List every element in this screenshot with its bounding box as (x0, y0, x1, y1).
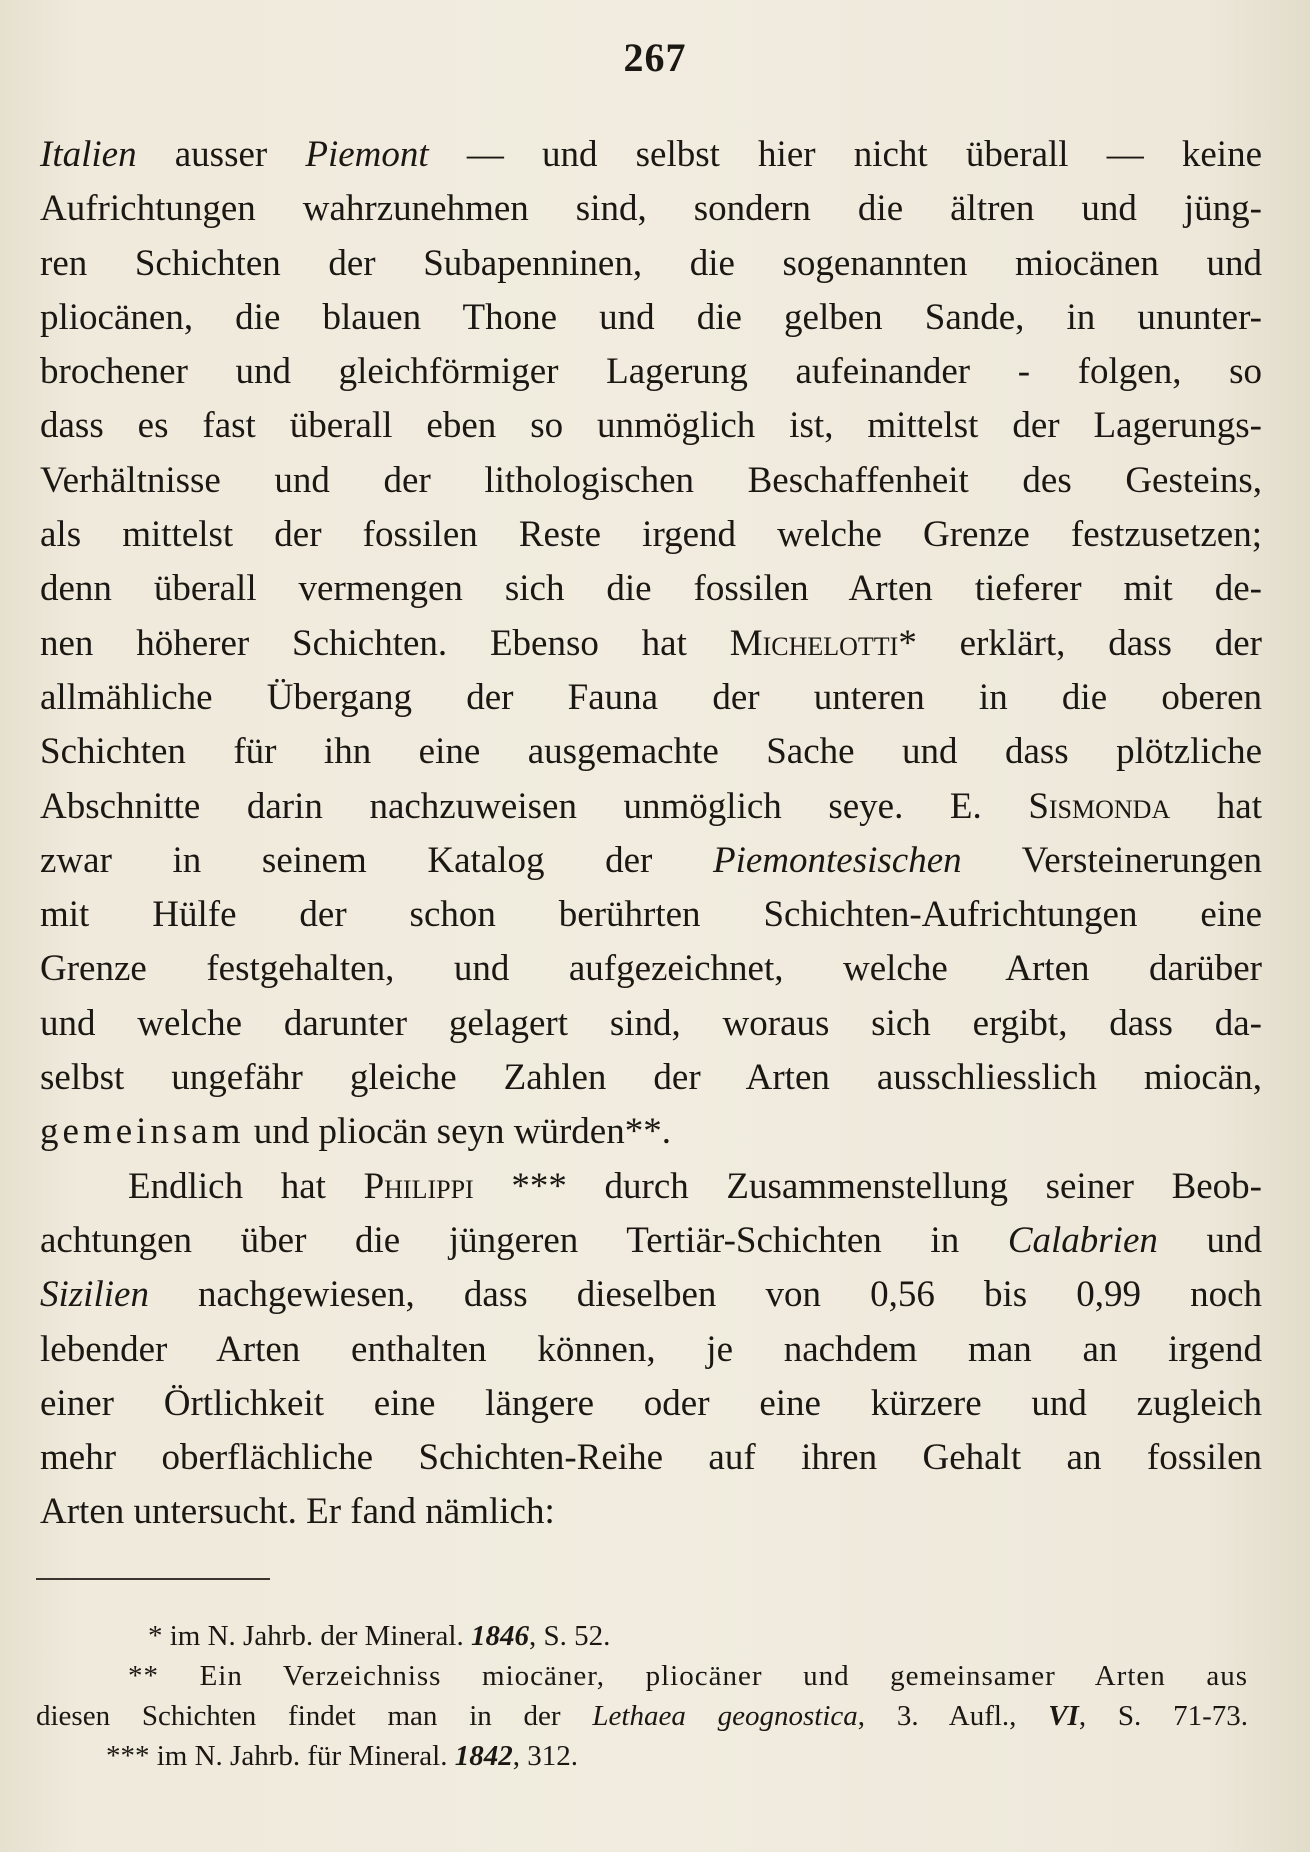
text-line (40, 1377, 1262, 1431)
text-segment: Aufrichtungen wahrzunehmen sind, sondern die ältren und jüng- (40, 188, 1262, 230)
text-line (40, 1105, 1262, 1159)
text-line (40, 237, 1262, 291)
text-segment: Piemontesischen (712, 839, 962, 881)
text-segment: Michelotti (729, 622, 899, 664)
text-segment: Versteinerungen (961, 839, 1262, 881)
text-segment: lebender Arten enthalten können, je nachdem man an irgend (40, 1328, 1262, 1370)
page-number: 267 (623, 35, 687, 80)
text-segment: ausser (136, 134, 306, 175)
text-segment: und (1157, 1219, 1262, 1261)
body-text (40, 128, 1262, 1540)
text-segment: Endlich hat (128, 1165, 364, 1207)
text-line (40, 182, 1262, 236)
footnote-line (36, 1616, 1248, 1656)
text-segment: *** durch Zusammenstellung seiner Beob- (473, 1165, 1262, 1207)
text-segment: nachgewiesen, dass dieselben von 0,56 bis 0,99 noch (148, 1274, 1262, 1316)
text-line (40, 617, 1262, 671)
text-line (40, 997, 1262, 1051)
text-segment: , 3. Aufl., (857, 1700, 1049, 1732)
text-segment: Sizilien (40, 1274, 149, 1316)
footnote-line (36, 1656, 1248, 1696)
footnotes (36, 1616, 1248, 1776)
text-segment: — und selbst hier nicht überall — keine (428, 134, 1262, 175)
text-segment: * erklärt, dass der (898, 622, 1262, 664)
text-line (40, 1214, 1262, 1268)
text-line (40, 454, 1262, 508)
text-line (40, 834, 1262, 888)
text-segment: gemeinsam (40, 1111, 245, 1153)
text-segment: ** Ein Verzeichniss miocäner, pliocäner und gemeinsamer Arten aus (128, 1660, 1248, 1692)
text-line (40, 1485, 1262, 1539)
text-line (40, 508, 1262, 562)
text-line (40, 942, 1262, 996)
text-segment: selbst ungefähr gleiche Zahlen der Arten ausschliesslich miocän, (40, 1057, 1262, 1099)
text-segment: Philippi (363, 1165, 474, 1207)
text-line (40, 780, 1262, 834)
text-segment: Sismonda (1028, 785, 1171, 827)
footnote-divider (36, 1578, 270, 1580)
text-line (40, 291, 1262, 345)
text-line (40, 1051, 1262, 1105)
text-line (40, 345, 1262, 399)
text-segment: achtungen über die jüngeren Tertiär-Schichten in (40, 1219, 1008, 1261)
text-segment: Abschnitte darin nachzuweisen unmöglich seye. E. (40, 785, 1029, 827)
text-segment: , S. 71-73. (1078, 1700, 1248, 1732)
text-line (40, 1160, 1262, 1214)
text-segment: 1842 (454, 1740, 513, 1772)
text-segment: Schichten für ihn eine ausgemachte Sache und dass plötzliche (40, 731, 1262, 773)
text-segment: ren Schichten der Subapenninen, die sogenannten miocänen und (40, 242, 1262, 284)
text-segment: , 312. (512, 1740, 578, 1772)
text-line (40, 399, 1262, 453)
text-line (40, 562, 1262, 616)
text-segment: dass es fast überall eben so unmöglich ist, mittelst der Lagerungs- (40, 405, 1262, 447)
text-segment: mit Hülfe der schon berührten Schichten-Aufrichtungen eine (40, 894, 1262, 936)
text-segment: zwar in seinem Katalog der (40, 839, 713, 881)
text-line (40, 1268, 1262, 1322)
text-segment: Verhältnisse und der lithologischen Beschaffenheit des Gesteins, (40, 459, 1262, 501)
text-segment: , S. 52. (528, 1620, 611, 1652)
text-segment: mehr oberflächliche Schichten-Reihe auf ihren Gehalt an fossilen (40, 1437, 1262, 1479)
text-segment: als mittelst der fossilen Reste irgend welche Grenze festzusetzen; (40, 514, 1262, 556)
text-segment: Italien (40, 134, 137, 175)
footnote-line (36, 1736, 1248, 1776)
text-segment: Arten untersucht. Er fand nämlich: (40, 1491, 555, 1533)
text-segment: hat (1170, 785, 1262, 827)
text-segment: Lethaea geognostica (592, 1700, 858, 1732)
text-segment: pliocänen, die blauen Thone und die gelben Sande, in ununter- (40, 296, 1262, 338)
text-segment: nen höherer Schichten. Ebenso hat (40, 622, 730, 664)
text-segment: und welche darunter gelagert sind, woraus sich ergibt, dass da- (40, 1002, 1262, 1044)
text-segment: Piemont (305, 134, 429, 175)
text-segment: Grenze festgehalten, und aufgezeichnet, welche Arten darüber (40, 948, 1262, 990)
text-line (40, 725, 1262, 779)
text-segment: VI (1048, 1700, 1079, 1732)
text-segment: denn überall vermengen sich die fossilen Arten tieferer mit de- (40, 568, 1262, 610)
footnote-line (36, 1696, 1248, 1736)
text-line (40, 1431, 1262, 1485)
text-line (40, 128, 1262, 182)
text-line (40, 888, 1262, 942)
text-line (40, 1323, 1262, 1377)
text-segment: *** im N. Jahrb. für Mineral. (106, 1740, 455, 1772)
text-segment: * im N. Jahrb. der Mineral. (148, 1620, 471, 1652)
text-segment: und pliocän seyn würden**. (244, 1111, 671, 1153)
text-segment: Calabrien (1007, 1219, 1158, 1261)
text-segment: einer Örtlichkeit eine längere oder eine kürzere und zugleich (40, 1382, 1262, 1424)
text-segment: brochener und gleichförmiger Lagerung aufeinander - folgen, so (40, 351, 1262, 393)
text-segment: 1846 (470, 1620, 529, 1652)
text-segment: allmähliche Übergang der Fauna der unteren in die oberen (40, 676, 1262, 718)
text-line (40, 671, 1262, 725)
text-segment: diesen Schichten findet man in der (36, 1700, 593, 1732)
